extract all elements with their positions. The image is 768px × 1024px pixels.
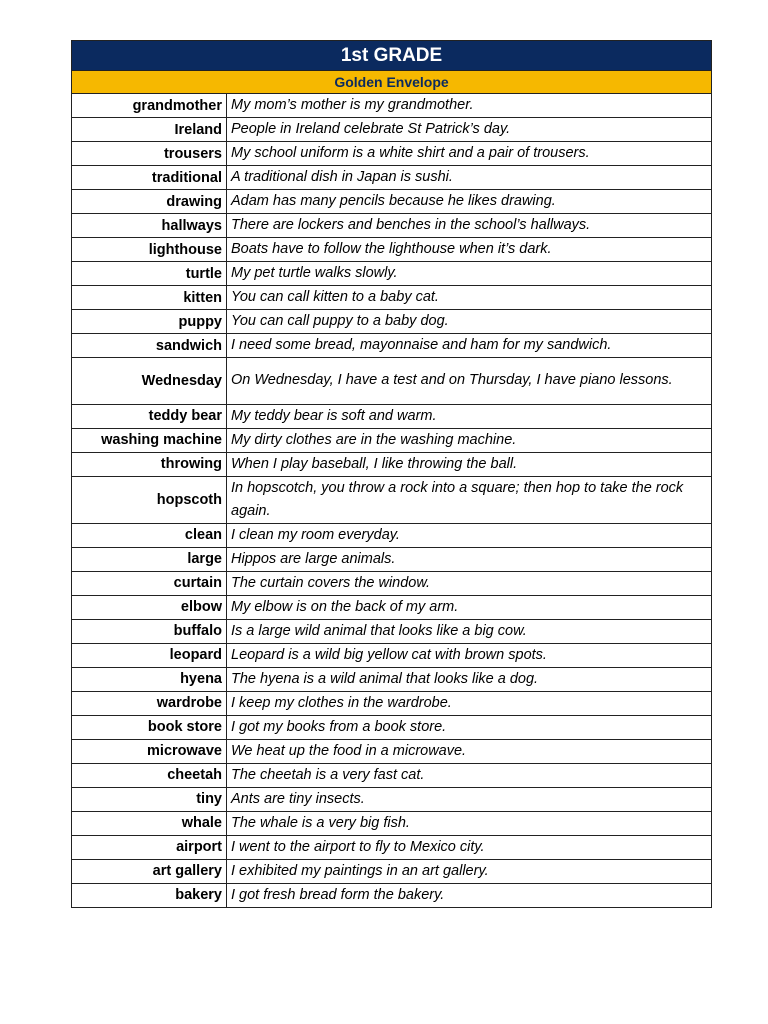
- sentence-cell: There are lockers and benches in the school’s hallways.: [227, 214, 712, 238]
- word-cell: turtle: [72, 262, 227, 286]
- word-cell: cheetah: [72, 763, 227, 787]
- sentence-cell: People in Ireland celebrate St Patrick’s day.: [227, 118, 712, 142]
- sentence-cell: I got fresh bread form the bakery.: [227, 883, 712, 907]
- word-cell: traditional: [72, 166, 227, 190]
- table-row: [72, 763, 712, 787]
- word-cell: hopscoth: [72, 476, 227, 523]
- table-row: [72, 835, 712, 859]
- sentence-cell: I exhibited my paintings in an art gallery.: [227, 859, 712, 883]
- sentence-cell: We heat up the food in a microwave.: [227, 739, 712, 763]
- sentence-cell: Ants are tiny insects.: [227, 787, 712, 811]
- word-cell: teddy bear: [72, 404, 227, 428]
- word-cell: microwave: [72, 739, 227, 763]
- word-cell: curtain: [72, 571, 227, 595]
- sentence-cell: In hopscotch, you throw a rock into a square; then hop to take the rock again.: [227, 476, 712, 523]
- word-cell: bakery: [72, 883, 227, 907]
- word-cell: trousers: [72, 142, 227, 166]
- sentence-cell: My elbow is on the back of my arm.: [227, 595, 712, 619]
- sentence-cell: My teddy bear is soft and warm.: [227, 404, 712, 428]
- table-row: [72, 334, 712, 358]
- word-cell: lighthouse: [72, 238, 227, 262]
- sentence-cell: On Wednesday, I have a test and on Thursday, I have piano lessons.: [227, 358, 712, 405]
- table-row: [72, 715, 712, 739]
- table-row: [72, 94, 712, 118]
- word-cell: whale: [72, 811, 227, 835]
- sentence-cell: You can call puppy to a baby dog.: [227, 310, 712, 334]
- word-cell: Ireland: [72, 118, 227, 142]
- word-cell: tiny: [72, 787, 227, 811]
- word-cell: leopard: [72, 643, 227, 667]
- sentence-cell: My pet turtle walks slowly.: [227, 262, 712, 286]
- table-row: [72, 310, 712, 334]
- table-row: [72, 595, 712, 619]
- word-cell: buffalo: [72, 619, 227, 643]
- sentence-cell: My school uniform is a white shirt and a pair of trousers.: [227, 142, 712, 166]
- sentence-cell: I need some bread, mayonnaise and ham for my sandwich.: [227, 334, 712, 358]
- word-cell: grandmother: [72, 94, 227, 118]
- sentence-cell: I keep my clothes in the wardrobe.: [227, 691, 712, 715]
- sentence-cell: I got my books from a book store.: [227, 715, 712, 739]
- sentence-cell: The curtain covers the window.: [227, 571, 712, 595]
- table-row: [72, 190, 712, 214]
- table-row: [72, 619, 712, 643]
- word-cell: washing machine: [72, 428, 227, 452]
- word-cell: sandwich: [72, 334, 227, 358]
- word-cell: art gallery: [72, 859, 227, 883]
- table-row: [72, 428, 712, 452]
- table-row: [72, 571, 712, 595]
- word-cell: puppy: [72, 310, 227, 334]
- sentence-cell: Leopard is a wild big yellow cat with brown spots.: [227, 643, 712, 667]
- table-row: [72, 787, 712, 811]
- word-cell: large: [72, 547, 227, 571]
- word-cell: book store: [72, 715, 227, 739]
- sentence-cell: The cheetah is a very fast cat.: [227, 763, 712, 787]
- subtitle-row: [72, 71, 712, 94]
- sentence-cell: Is a large wild animal that looks like a big cow.: [227, 619, 712, 643]
- word-cell: hallways: [72, 214, 227, 238]
- word-cell: wardrobe: [72, 691, 227, 715]
- table-row: [72, 643, 712, 667]
- table-row: [72, 739, 712, 763]
- table-row: [72, 118, 712, 142]
- sentence-cell: Adam has many pencils because he likes drawing.: [227, 190, 712, 214]
- table-row: [72, 452, 712, 476]
- word-cell: clean: [72, 523, 227, 547]
- table-row: [72, 286, 712, 310]
- table-row: [72, 859, 712, 883]
- vocabulary-table: [71, 40, 712, 908]
- sentence-cell: The hyena is a wild animal that looks like a dog.: [227, 667, 712, 691]
- sentence-cell: My dirty clothes are in the washing machine.: [227, 428, 712, 452]
- word-cell: hyena: [72, 667, 227, 691]
- sentence-cell: I clean my room everyday.: [227, 523, 712, 547]
- table-row: [72, 214, 712, 238]
- sentence-cell: I went to the airport to fly to Mexico city.: [227, 835, 712, 859]
- table-row: [72, 523, 712, 547]
- table-row: [72, 166, 712, 190]
- table-row: [72, 476, 712, 523]
- table-row: [72, 238, 712, 262]
- sentence-cell: Hippos are large animals.: [227, 547, 712, 571]
- table-row: [72, 691, 712, 715]
- word-cell: elbow: [72, 595, 227, 619]
- sentence-cell: You can call kitten to a baby cat.: [227, 286, 712, 310]
- table-row: [72, 142, 712, 166]
- sentence-cell: When I play baseball, I like throwing the ball.: [227, 452, 712, 476]
- page-title: 1st GRADE: [72, 41, 712, 71]
- word-cell: airport: [72, 835, 227, 859]
- word-cell: drawing: [72, 190, 227, 214]
- sentence-cell: A traditional dish in Japan is sushi.: [227, 166, 712, 190]
- sentence-cell: My mom’s mother is my grandmother.: [227, 94, 712, 118]
- table-row: [72, 883, 712, 907]
- title-row: [72, 41, 712, 71]
- word-cell: Wednesday: [72, 358, 227, 405]
- word-cell: throwing: [72, 452, 227, 476]
- word-cell: kitten: [72, 286, 227, 310]
- table-row: [72, 667, 712, 691]
- table-row: [72, 262, 712, 286]
- table-row: [72, 547, 712, 571]
- table-row: [72, 811, 712, 835]
- sentence-cell: The whale is a very big fish.: [227, 811, 712, 835]
- table-row: [72, 358, 712, 405]
- page-subtitle: Golden Envelope: [72, 71, 712, 94]
- sentence-cell: Boats have to follow the lighthouse when it’s dark.: [227, 238, 712, 262]
- table-row: [72, 404, 712, 428]
